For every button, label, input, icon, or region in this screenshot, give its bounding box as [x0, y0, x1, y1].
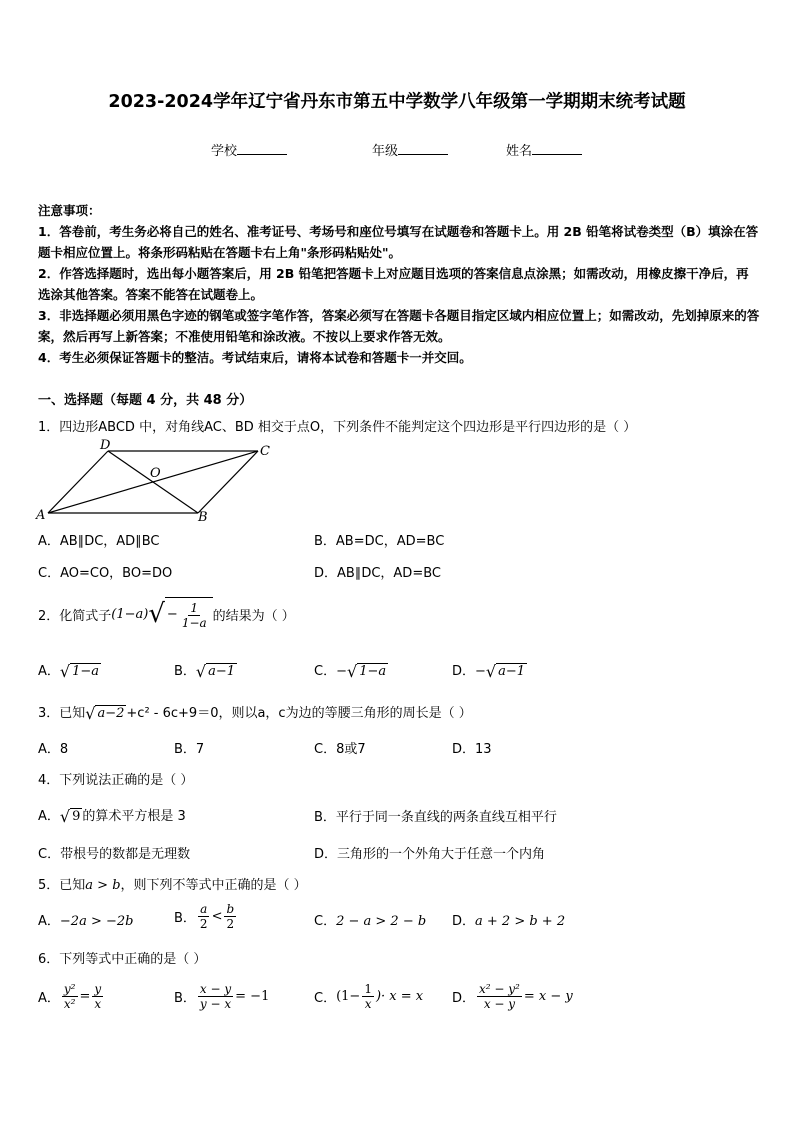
note-item-2: 2．作答选择题时，选出每小题答案后，用 2B 铅笔把答题卡上对应题目选项的答案信息点涂黑；如需改动，用橡皮擦干净后，再选涂其他答案。答案不能答在试题卷上。	[38, 266, 749, 302]
q6-c-den: x	[364, 997, 372, 1011]
q6-d-label: D．	[452, 991, 476, 1006]
question-3-stem: 3．已知 √ a−2 +c² - 6c+9＝0，则以a，c为边的等腰三角形的周长是（ ）	[38, 703, 472, 723]
q6-option-b[interactable]	[174, 982, 269, 1011]
question-4-stem: 4．下列说法正确的是（ ）	[38, 773, 194, 788]
q3-radicand: a−2	[97, 705, 125, 721]
q6-b-den: y − x	[199, 997, 232, 1011]
q2-c-radicand: 1−a	[359, 663, 387, 679]
q6-b-num: x − y	[199, 982, 232, 996]
name-blank[interactable]	[532, 142, 582, 155]
q2-c-label: C．	[314, 664, 337, 679]
q2-frac-num: 1	[190, 600, 199, 615]
q5-c-expr: 2 − a > 2 − b	[336, 914, 427, 929]
q5-b-den2: 2	[226, 917, 235, 931]
q3-pre: 3．已知	[38, 706, 86, 721]
exam-title: 2023-2024学年辽宁省丹东市第五中学数学八年级第一学期期末统考试题	[108, 92, 686, 112]
q2-d-minus: −	[475, 664, 486, 679]
q5-d-label: D．	[452, 914, 476, 929]
grade-blank[interactable]	[398, 142, 448, 155]
q3-option-b[interactable]: B．7	[174, 742, 205, 757]
q5-post: ，则下列不等式中正确的是（ ）	[120, 878, 307, 893]
q6-option-a[interactable]	[38, 982, 105, 1011]
q5-condition: a > b	[85, 878, 121, 893]
q6-a-num2: y	[94, 982, 102, 996]
vertex-label-o: O	[150, 466, 161, 481]
q2-b-label: B．	[174, 664, 196, 679]
q1-option-c[interactable]: C．AO=CO，BO=DO	[38, 566, 173, 581]
q5-a-expr: −2a > −2b	[59, 914, 134, 929]
q2-d-radicand: a−1	[498, 663, 526, 679]
q4-option-d[interactable]: D．三角形的一个外角大于任意一个内角	[314, 847, 546, 862]
q6-b-label: B．	[174, 991, 196, 1006]
q6-c-pre: (1−	[336, 989, 361, 1004]
q6-a-eq: =	[79, 989, 91, 1004]
q2-c-minus: −	[336, 664, 347, 679]
section-heading: 一、选择题（每题 4 分，共 48 分）	[38, 393, 253, 408]
q5-option-c[interactable]	[314, 910, 426, 929]
q2-option-b[interactable]: B． √ a−1	[174, 661, 236, 681]
q2-d-label: D．	[452, 664, 476, 679]
question-6-stem: 6．下列等式中正确的是（ ）	[38, 952, 207, 967]
school-blank[interactable]	[237, 142, 287, 155]
q6-option-c[interactable]	[314, 982, 423, 1011]
q6-a-num1: y²	[63, 982, 76, 996]
q6-a-den1: x²	[63, 997, 76, 1011]
q3-option-d[interactable]: D．13	[452, 742, 492, 757]
q6-option-d[interactable]	[452, 982, 573, 1011]
q6-c-num: 1	[364, 982, 372, 996]
q1-option-d[interactable]: D．AB∥DC，AD=BC	[314, 566, 441, 581]
question-1-stem: 1．四边形ABCD 中，对角线AC、BD 相交于点O，下列条件不能判定这个四边形是平行四边形的是（ ）	[38, 420, 637, 435]
note-item-3: 3．非选择题必须用黑色字迹的钢笔或签字笔作答，答案必须写在答题卡各题目指定区域内相应位置上；如需改动，先划掉原来的答案，然后再写上新答案；不准使用铅笔和涂改液。不按以上要求作答无效。	[38, 308, 760, 344]
q2-tail: 的结果为（ ）	[212, 609, 295, 624]
parallelogram-figure	[30, 436, 280, 526]
q2-a-radicand: 1−a	[72, 663, 100, 679]
q6-d-den: x − y	[483, 997, 516, 1011]
school-label: 学校	[211, 144, 238, 159]
q5-b-label: B．	[174, 911, 196, 926]
q2-a-label: A．	[38, 664, 60, 679]
q6-c-post: )· x = x	[375, 989, 424, 1004]
q3-post: +c² - 6c+9＝0，则以a，c为边的等腰三角形的周长是（ ）	[126, 706, 472, 721]
q4-a-text: 的算术平方根是 3	[82, 809, 186, 824]
grade-field[interactable]	[372, 140, 448, 159]
q5-a-label: A．	[38, 914, 60, 929]
notes-section	[38, 200, 760, 368]
name-label: 姓名	[506, 144, 533, 159]
q2-radical: √ − $\frac{1}{1-a}$	[148, 597, 212, 632]
q5-option-b[interactable]	[174, 902, 238, 931]
q6-c-label: C．	[314, 991, 337, 1006]
q5-option-d[interactable]	[452, 910, 565, 929]
q3-option-c[interactable]: C．8或7	[314, 742, 366, 757]
q4-a-radicand: 9	[72, 808, 81, 824]
q2-option-d[interactable]: D．− √ a−1	[452, 661, 526, 681]
q5-option-a[interactable]	[38, 910, 133, 929]
school-field[interactable]	[211, 140, 287, 159]
vertex-label-b: B	[198, 510, 208, 525]
q5-b-den1: 2	[199, 917, 208, 931]
q4-option-c[interactable]: C．带根号的数都是无理数	[38, 847, 191, 862]
q3-option-a[interactable]: A．8	[38, 742, 69, 757]
notes-heading: 注意事项：	[38, 203, 101, 218]
q1-option-a[interactable]: A．AB∥DC，AD∥BC	[38, 534, 160, 549]
q2-minus: −	[166, 607, 178, 622]
q4-option-b[interactable]: B．平行于同一条直线的两条直线互相平行	[314, 810, 557, 825]
q5-pre: 5．已知	[38, 878, 86, 893]
vertex-label-d: D	[100, 438, 111, 453]
q4-a-label: A．	[38, 809, 60, 824]
question-5-stem	[38, 874, 307, 893]
grade-label: 年级	[372, 144, 399, 159]
q2-number: 2．化简式子	[38, 609, 112, 624]
q2-factor: (1−a)	[111, 607, 149, 622]
q5-b-op: <	[211, 909, 223, 924]
question-2-stem	[38, 597, 295, 632]
note-item-4: 4．考生必须保证答题卡的整洁。考试结束后，请将本试卷和答题卡一并交回。	[38, 350, 472, 365]
q6-d-eq: = x − y	[523, 989, 573, 1004]
q5-b-num2: b	[226, 902, 235, 916]
q1-option-b[interactable]: B．AB=DC，AD=BC	[314, 534, 445, 549]
name-field[interactable]	[506, 140, 582, 159]
note-item-1: 1．答卷前，考生务必将自己的姓名、准考证号、考场号和座位号填写在试题卷和答题卡上。用 2B 铅笔将试卷类型（B）填涂在答题卡相应位置上。将条形码粘贴在答题卡右上角"条形码粘贴处"。	[38, 224, 759, 260]
q5-b-num1: a	[200, 902, 208, 916]
q2-option-a[interactable]: A． √ 1−a	[38, 661, 100, 681]
q6-d-num: x² − y²	[479, 982, 520, 996]
q2-frac-den: 1−a	[181, 615, 207, 630]
q6-b-eq: = −1	[235, 989, 270, 1004]
q4-option-a[interactable]: A． √ 9 的算术平方根是 3	[38, 806, 186, 826]
q5-d-expr: a + 2 > b + 2	[475, 914, 566, 929]
q2-b-radicand: a−1	[208, 663, 236, 679]
vertex-label-c: C	[260, 444, 270, 459]
q6-a-den2: x	[94, 997, 102, 1011]
q5-c-label: C．	[314, 914, 337, 929]
q2-option-c[interactable]: C．− √ 1−a	[314, 661, 387, 681]
q6-a-label: A．	[38, 991, 60, 1006]
q2-fraction	[180, 601, 209, 630]
vertex-label-a: A	[36, 508, 46, 523]
